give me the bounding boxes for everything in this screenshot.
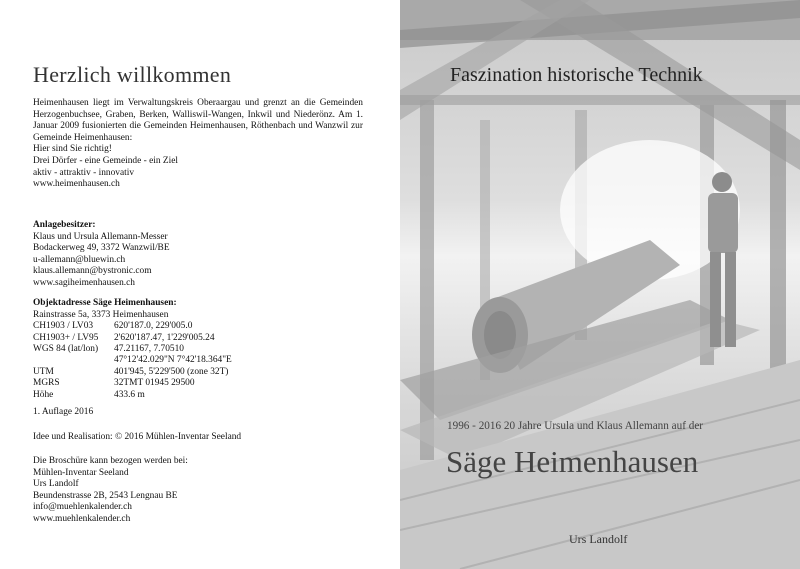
cover-tagline: Faszination historische Technik: [450, 64, 703, 86]
coord-row: [33, 344, 232, 355]
intro-paragraph: [33, 98, 363, 191]
coord-key: CH1903 / LV03: [33, 321, 94, 332]
coord-value: 47.21167, 7.70510: [114, 344, 184, 354]
website-link[interactable]: www.heimenhausen.ch: [33, 179, 120, 190]
coord-value: 47°12'42.029"N 7°42'18.364"E: [114, 355, 232, 366]
order-person: Urs Landolf: [33, 479, 79, 490]
edition-note: 1. Auflage 2016: [33, 407, 94, 417]
coord-value: 32TMT 01945 29500: [114, 378, 195, 389]
owner-block: [33, 220, 170, 290]
owner-address: Bodackerweg 49, 3372 Wanzwil/BE: [33, 243, 170, 254]
coordinates-table: [33, 321, 232, 401]
owner-website[interactable]: www.sagiheimenhausen.ch: [33, 277, 135, 288]
cover-subtitle: 1996 - 2016 20 Jahre Ursula und Klaus Allemann auf der: [447, 420, 704, 432]
intro-line: aktiv - attraktiv - innovativ: [33, 167, 135, 178]
owner-title: Anlagebesitzer:: [33, 220, 96, 230]
coord-key: CH1903+ / LV95: [33, 332, 99, 343]
cover-author: Urs Landolf: [569, 532, 628, 546]
coord-row: [33, 355, 232, 366]
intro-text: Heimenhausen liegt im Verwaltungskreis Oberaargau und grenzt an die Gemeinden Herzogenbuchsee, Graben, Berken, Walliswil-Wangen, Inkwil und Niederönz. Am 1. Januar 2009 fusionierten die Gemeinden Heimenhausen, Röthenbach und Wanzwil zur Gemeinde Heimenhausen:: [33, 98, 363, 143]
coord-key: WGS 84 (lat/lon): [33, 344, 99, 354]
coord-key: Höhe: [33, 389, 54, 400]
order-website[interactable]: www.muehlenkalender.ch: [33, 513, 131, 524]
coord-row: [33, 378, 232, 389]
owner-name: Klaus und Ursula Allemann-Messer: [33, 231, 168, 242]
order-block: [33, 456, 188, 526]
coord-row: [33, 333, 232, 344]
order-email[interactable]: info@muehlenkalender.ch: [33, 502, 132, 513]
order-org: Mühlen-Inventar Seeland: [33, 467, 129, 478]
order-intro: Die Broschüre kann bezogen werden bei:: [33, 456, 188, 466]
coord-value: 620'187.0, 229'005.0: [114, 321, 193, 332]
object-title: Objektadresse Säge Heimenhausen:: [33, 298, 177, 308]
owner-email[interactable]: klaus.allemann@bystronic.com: [33, 266, 152, 277]
coord-key: [33, 355, 114, 366]
intro-line: Hier sind Sie richtig!: [33, 144, 112, 155]
coord-key: UTM: [33, 366, 54, 377]
credits-note: Idee und Realisation: © 2016 Mühlen-Inventar Seeland: [33, 432, 242, 442]
coord-value: 401'945, 5'229'500 (zone 32T): [114, 366, 229, 377]
owner-email[interactable]: u-allemann@bluewin.ch: [33, 254, 126, 265]
welcome-heading: Herzlich willkommen: [33, 62, 232, 87]
cover-main-title: Säge Heimenhausen: [446, 444, 699, 479]
coord-row: [33, 321, 232, 332]
intro-line: Drei Dörfer - eine Gemeinde - ein Ziel: [33, 155, 178, 166]
coord-row: [33, 367, 232, 378]
coord-row: [33, 390, 232, 401]
coord-key: MGRS: [33, 378, 60, 389]
coord-value: 433.6 m: [114, 389, 145, 400]
order-address: Beundenstrasse 2B, 2543 Lengnau BE: [33, 490, 178, 501]
object-address: Rainstrasse 5a, 3373 Heimenhausen: [33, 309, 169, 320]
object-block: [33, 298, 232, 401]
coord-value: 2'620'187.47, 1'229'005.24: [114, 332, 215, 343]
